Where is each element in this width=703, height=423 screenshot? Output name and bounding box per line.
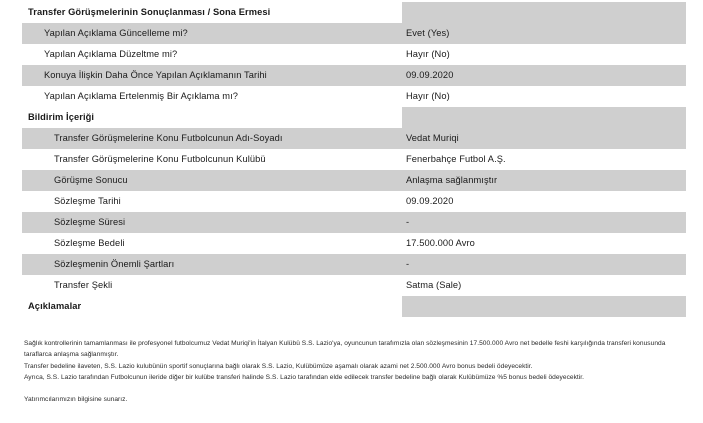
table-cell-value <box>402 44 686 65</box>
row-value: - <box>406 217 410 228</box>
table-cell-label <box>22 107 402 128</box>
table-cell-label <box>22 128 402 149</box>
table-cell-label <box>22 212 402 233</box>
body-paragraph: Yatırımcılarımızın bilgisine sunarız. <box>24 396 128 404</box>
table-cell-value <box>402 65 686 86</box>
table-cell-label <box>22 2 402 23</box>
table-cell-label <box>22 149 402 170</box>
body-paragraph: Transfer bedeline ilaveten, S.S. Lazio kulubünün sportif sonuçlarına bağlı olarak S.S. Lazio, Kulübümüze aşamalı olarak azami net 2.500.000 Avro bonus bedeli ödeyecektir. <box>24 362 533 370</box>
table-row <box>22 275 686 296</box>
row-value: 09.09.2020 <box>406 196 454 207</box>
row-value: Hayır (No) <box>406 91 450 102</box>
row-label: Sözleşmenin Önemli Şartları <box>54 259 175 270</box>
row-value: Fenerbahçe Futbol A.Ş. <box>406 154 506 165</box>
table-row <box>22 128 686 149</box>
row-label: Görüşme Sonucu <box>54 175 128 186</box>
table-row <box>22 191 686 212</box>
row-label: Açıklamalar <box>28 301 82 312</box>
table-cell-label <box>22 191 402 212</box>
row-label: Sözleşme Tarihi <box>54 196 121 207</box>
table-cell-label <box>22 296 402 317</box>
table-row <box>22 233 686 254</box>
table-cell-value <box>402 275 686 296</box>
disclosure-body-text <box>24 338 684 405</box>
table-cell-label <box>22 170 402 191</box>
table-cell-value <box>402 254 686 275</box>
table-cell-value <box>402 149 686 170</box>
table-cell-label <box>22 233 402 254</box>
row-label: Transfer Görüşmelerine Konu Futbolcunun Kulübü <box>54 154 266 165</box>
body-paragraph: Ayrıca, S.S. Lazio tarafından Futbolcunun ileride diğer bir kulübe transferi halinde S.S. Lazio tarafından elde edilecek transfer bedeline bağlı olarak Kulübümüze %5 bonus bedeli ödeyecektir. <box>24 373 585 381</box>
table-cell-value <box>402 170 686 191</box>
disclosure-table <box>22 2 686 317</box>
row-value: Hayır (No) <box>406 49 450 60</box>
row-label: Transfer Görüşmelerinin Sonuçlanması / Sona Ermesi <box>28 7 271 18</box>
table-row <box>22 170 686 191</box>
table-row <box>22 254 686 275</box>
row-value: - <box>406 259 410 270</box>
table-row <box>22 296 686 317</box>
row-value: Satma (Sale) <box>406 280 462 291</box>
table-cell-value <box>402 2 686 23</box>
row-label: Transfer Şekli <box>54 280 113 291</box>
table-row <box>22 107 686 128</box>
table-cell-label <box>22 254 402 275</box>
table-row <box>22 44 686 65</box>
table-cell-label <box>22 86 402 107</box>
table-row <box>22 212 686 233</box>
row-value: Vedat Muriqi <box>406 133 459 144</box>
row-label: Yapılan Açıklama Ertelenmiş Bir Açıklama mı? <box>44 91 239 102</box>
table-cell-value <box>402 107 686 128</box>
table-row <box>22 149 686 170</box>
table-row <box>22 2 686 23</box>
row-value: Anlaşma sağlanmıştır <box>406 175 498 186</box>
table-cell-value <box>402 233 686 254</box>
table-cell-value <box>402 212 686 233</box>
table-cell-value <box>402 128 686 149</box>
table-cell-label <box>22 275 402 296</box>
table-cell-value <box>402 296 686 317</box>
row-label: Yapılan Açıklama Güncelleme mi? <box>44 28 188 39</box>
table-cell-label <box>22 44 402 65</box>
row-label: Transfer Görüşmelerine Konu Futbolcunun Adı-Soyadı <box>54 133 283 144</box>
table-cell-value <box>402 86 686 107</box>
table-cell-label <box>22 23 402 44</box>
row-label: Konuya İlişkin Daha Önce Yapılan Açıklamanın Tarihi <box>44 70 267 81</box>
row-value: Evet (Yes) <box>406 28 450 39</box>
row-label: Yapılan Açıklama Düzeltme mi? <box>44 49 178 60</box>
row-label: Sözleşme Süresi <box>54 217 126 228</box>
row-label: Sözleşme Bedeli <box>54 238 125 249</box>
body-paragraph: Sağlık kontrollerinin tamamlanması ile profesyonel futbolcumuz Vedat Muriqi'in İtalyan Kulübü S.S. Lazio'ya, oyuncunun tarafımızla olan sözleşmesinin 17.500.000 Avro net bedelle feshi karşılığında transferi konusunda taraflarca anlaşma sağlanmıştır. <box>24 340 666 359</box>
row-value: 09.09.2020 <box>406 70 454 81</box>
disclosure-table-body <box>22 2 686 317</box>
table-row <box>22 65 686 86</box>
table-row <box>22 23 686 44</box>
table-cell-value <box>402 23 686 44</box>
row-label: Bildirim İçeriği <box>28 112 95 123</box>
table-cell-value <box>402 191 686 212</box>
table-cell-label <box>22 65 402 86</box>
row-value: 17.500.000 Avro <box>406 238 475 249</box>
table-row <box>22 86 686 107</box>
